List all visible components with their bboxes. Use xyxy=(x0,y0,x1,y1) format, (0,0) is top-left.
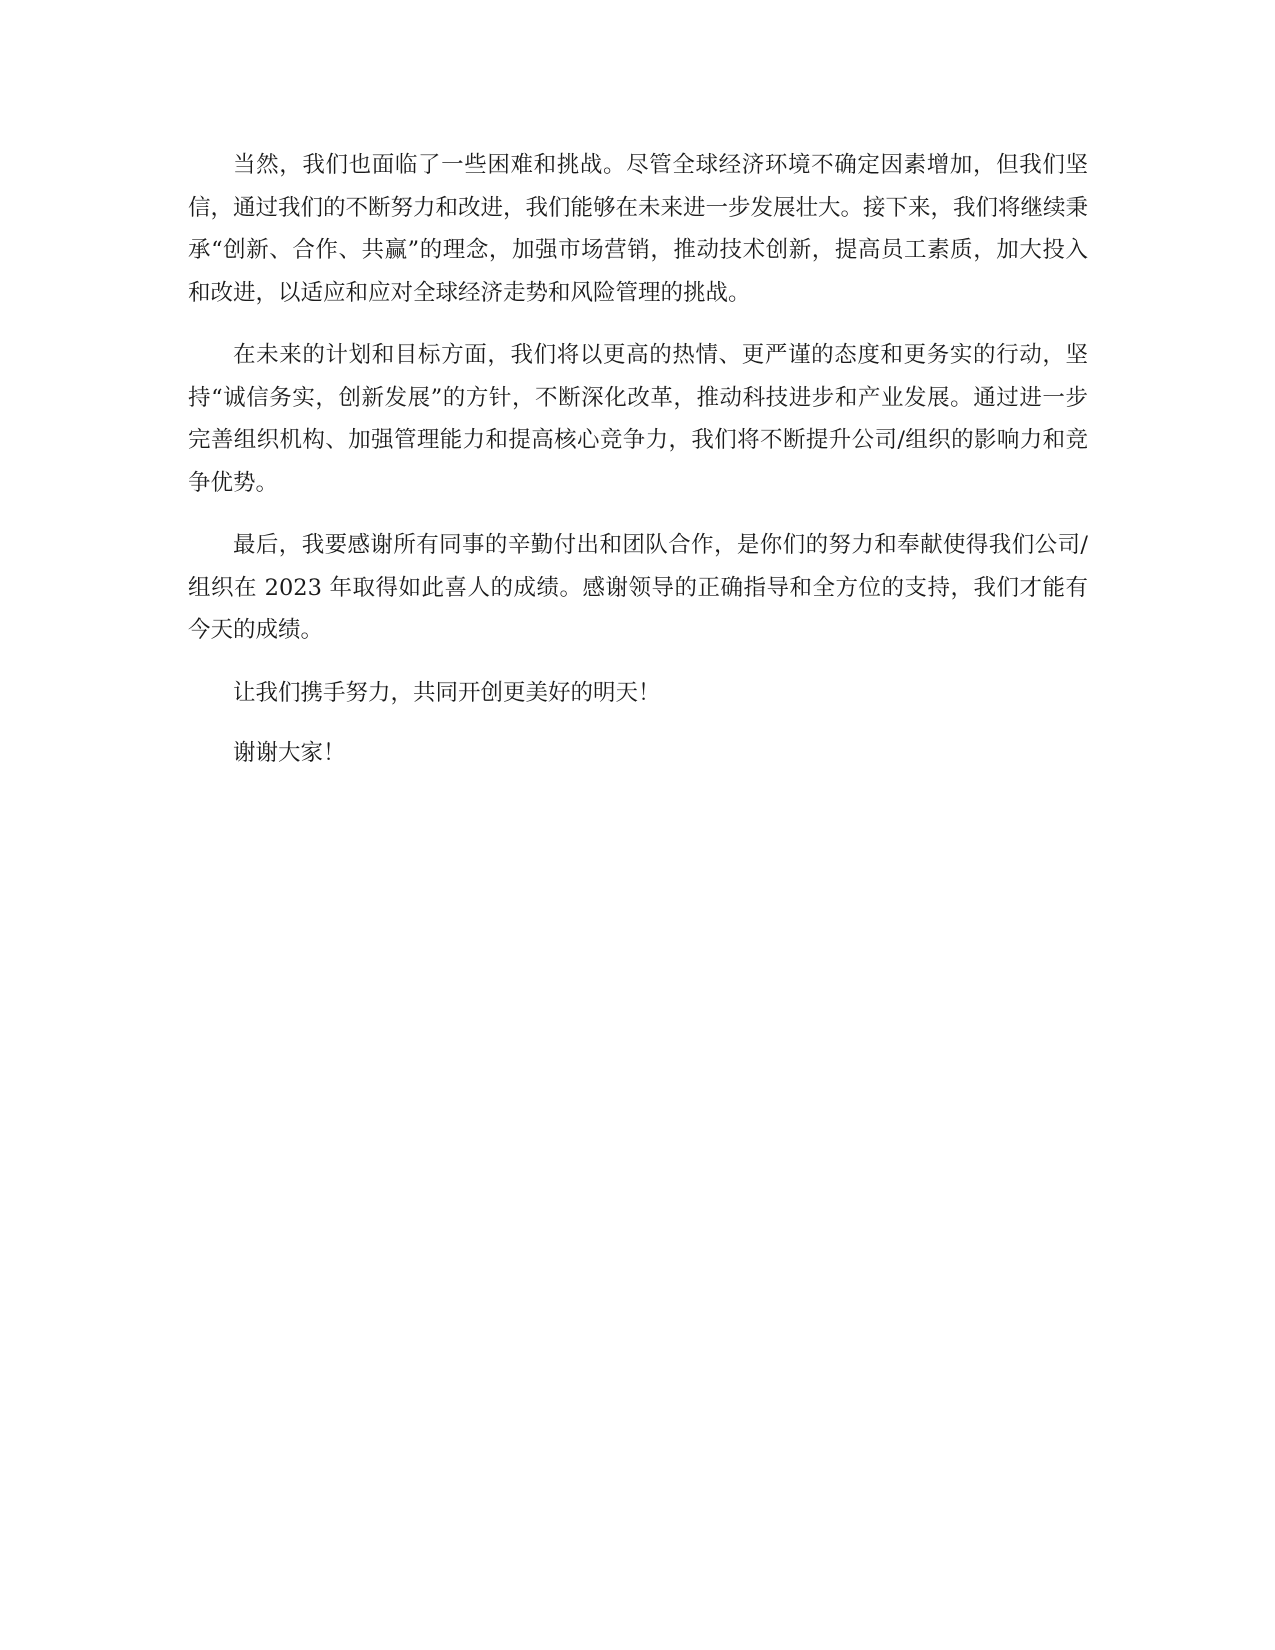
paragraph-acknowledgements: 最后，我要感谢所有同事的辛勤付出和团队合作，是你们的努力和奉献使得我们公司/组织在 2023 年取得如此喜人的成绩。感谢领导的正确指导和全方位的支持，我们才能有今天的成绩。 xyxy=(188,532,1088,643)
paragraph-future-plans: 在未来的计划和目标方面，我们将以更高的热情、更严谨的态度和更务实的行动，坚持“诚信务实，创新发展”的方针，不断深化改革，推动科技进步和产业发展。通过进一步完善组织机构、加强管理能力和提高核心竞争力，我们将不断提升公司/组织的影响力和竞争优势。 xyxy=(188,342,1088,496)
document-body xyxy=(188,144,1088,793)
paragraph-challenges: 当然，我们也面临了一些困难和挑战。尽管全球经济环境不确定因素增加，但我们坚信，通过我们的不断努力和改进，我们能够在未来进一步发展壮大。接下来，我们将继续秉承“创新、合作、共赢”的理念，加强市场营销，推动技术创新，提高员工素质，加大投入和改进，以适应和应对全球经济走势和风险管理的挑战。 xyxy=(188,152,1089,306)
paragraph-closing: 谢谢大家！ xyxy=(233,740,346,766)
paragraph-call-to-action: 让我们携手努力，共同开创更美好的明天！ xyxy=(233,679,661,706)
